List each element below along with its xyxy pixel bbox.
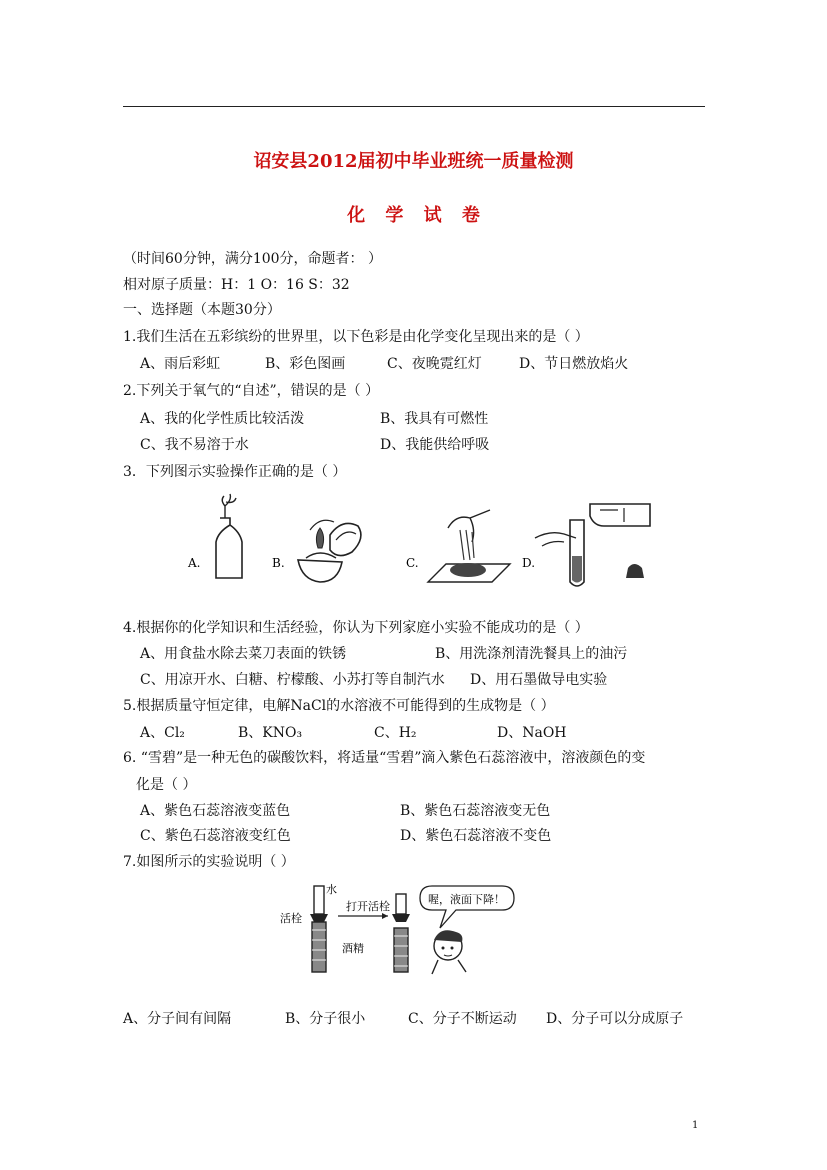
fig-label-alcohol: 酒精 bbox=[342, 942, 364, 955]
q2-option-c: C、我不易溶于水 bbox=[140, 437, 249, 453]
section-heading: 一、选择题（本题30分） bbox=[123, 302, 281, 318]
tube-after-icon bbox=[392, 894, 410, 972]
q1-option-c: C、夜晚霓红灯 bbox=[387, 356, 482, 372]
exam-title: 诏安县2012届初中毕业班统一质量检测 bbox=[253, 151, 574, 172]
q3-label-d: D. bbox=[522, 556, 536, 570]
q7-figure bbox=[280, 880, 520, 980]
q1-option-d: D、节日燃放焰火 bbox=[519, 356, 629, 372]
q7-option-a: A、分子间有间隔 bbox=[123, 1011, 232, 1027]
q3-label-b: B. bbox=[272, 556, 285, 570]
q3-figure bbox=[180, 490, 660, 595]
splint-icon bbox=[222, 494, 236, 518]
q4-option-d: D、用石墨做导电实验 bbox=[470, 672, 608, 688]
header-rule bbox=[123, 106, 705, 107]
tube-before-icon bbox=[310, 886, 328, 972]
hand-powder-icon bbox=[428, 510, 510, 582]
q5-option-a: A、Cl₂ bbox=[140, 725, 185, 741]
q6-option-c: C、紫色石蕊溶液变红色 bbox=[140, 828, 291, 844]
q1-stem: 1.我们生活在五彩缤纷的世界里，以下色彩是由化学变化呈现出来的是（ ） bbox=[123, 329, 589, 345]
q6-stem-line1: 6. “雪碧”是一种无色的碳酸饮料，将适量“雪碧”滴入紫色石蕊溶液中，溶液颜色的变 bbox=[123, 750, 646, 766]
fig-label-valve: 活栓 bbox=[280, 912, 302, 925]
q2-option-b: B、我具有可燃性 bbox=[380, 411, 489, 427]
q3-label-a: A. bbox=[188, 556, 201, 570]
fig-label-open: 打开活栓 bbox=[346, 900, 390, 913]
q3-stem: 3．下列图示实验操作正确的是（ ） bbox=[123, 464, 347, 480]
exam-subtitle: 化 学 试 卷 bbox=[347, 205, 480, 226]
atomic-mass-line: 相对原子质量：H：1 O：16 S：32 bbox=[123, 277, 350, 293]
q7-option-d: D、分子可以分成原子 bbox=[546, 1011, 684, 1027]
fig-bubble-text: 喔，液面下降！ bbox=[428, 893, 505, 906]
alcohol-lamp-icon bbox=[298, 520, 361, 582]
q7-stem: 7.如图所示的实验说明（ ） bbox=[123, 854, 295, 870]
q4-option-a: A、用食盐水除去菜刀表面的铁锈 bbox=[140, 646, 347, 662]
q4-option-b: B、用洗涤剂清洗餐具上的油污 bbox=[435, 646, 628, 662]
q1-option-a: A、雨后彩虹 bbox=[140, 356, 221, 372]
q6-stem-line2: 化是（ ） bbox=[136, 777, 197, 793]
q2-option-a: A、我的化学性质比较活泼 bbox=[140, 411, 305, 427]
q5-stem: 5.根据质量守恒定律，电解NaCl的水溶液不可能得到的生成物是（ ） bbox=[123, 698, 555, 714]
q2-stem: 2.下列关于氧气的“自述”，错误的是（ ） bbox=[123, 383, 380, 399]
q1-option-b: B、彩色图画 bbox=[265, 356, 346, 372]
q6-option-d: D、紫色石蕊溶液不变色 bbox=[400, 828, 552, 844]
time-line: （时间60分钟，满分100分，命题者： ） bbox=[123, 251, 382, 267]
q4-option-c: C、用凉开水、白糖、柠檬酸、小苏打等自制汽水 bbox=[140, 672, 445, 688]
fig-label-water: 水 bbox=[326, 883, 337, 896]
q6-option-b: B、紫色石蕊溶液变无色 bbox=[400, 803, 551, 819]
gas-bottle-icon bbox=[216, 518, 242, 578]
arrow-head-icon bbox=[382, 913, 388, 919]
q7-option-b: B、分子很小 bbox=[285, 1011, 366, 1027]
test-tube-pouring-icon bbox=[535, 504, 650, 586]
page-number: 1 bbox=[692, 1120, 699, 1131]
q5-option-d: D、NaOH bbox=[497, 725, 567, 741]
q5-option-b: B、KNO₃ bbox=[238, 725, 303, 741]
q7-option-c: C、分子不断运动 bbox=[408, 1011, 517, 1027]
q4-stem: 4.根据你的化学知识和生活经验，你认为下列家庭小实验不能成功的是（ ） bbox=[123, 620, 589, 636]
q3-label-c: C. bbox=[406, 556, 419, 570]
q6-option-a: A、紫色石蕊溶液变蓝色 bbox=[140, 803, 291, 819]
q2-option-d: D、我能供给呼吸 bbox=[380, 437, 490, 453]
q5-option-c: C、H₂ bbox=[374, 725, 417, 741]
child-icon bbox=[432, 930, 466, 974]
